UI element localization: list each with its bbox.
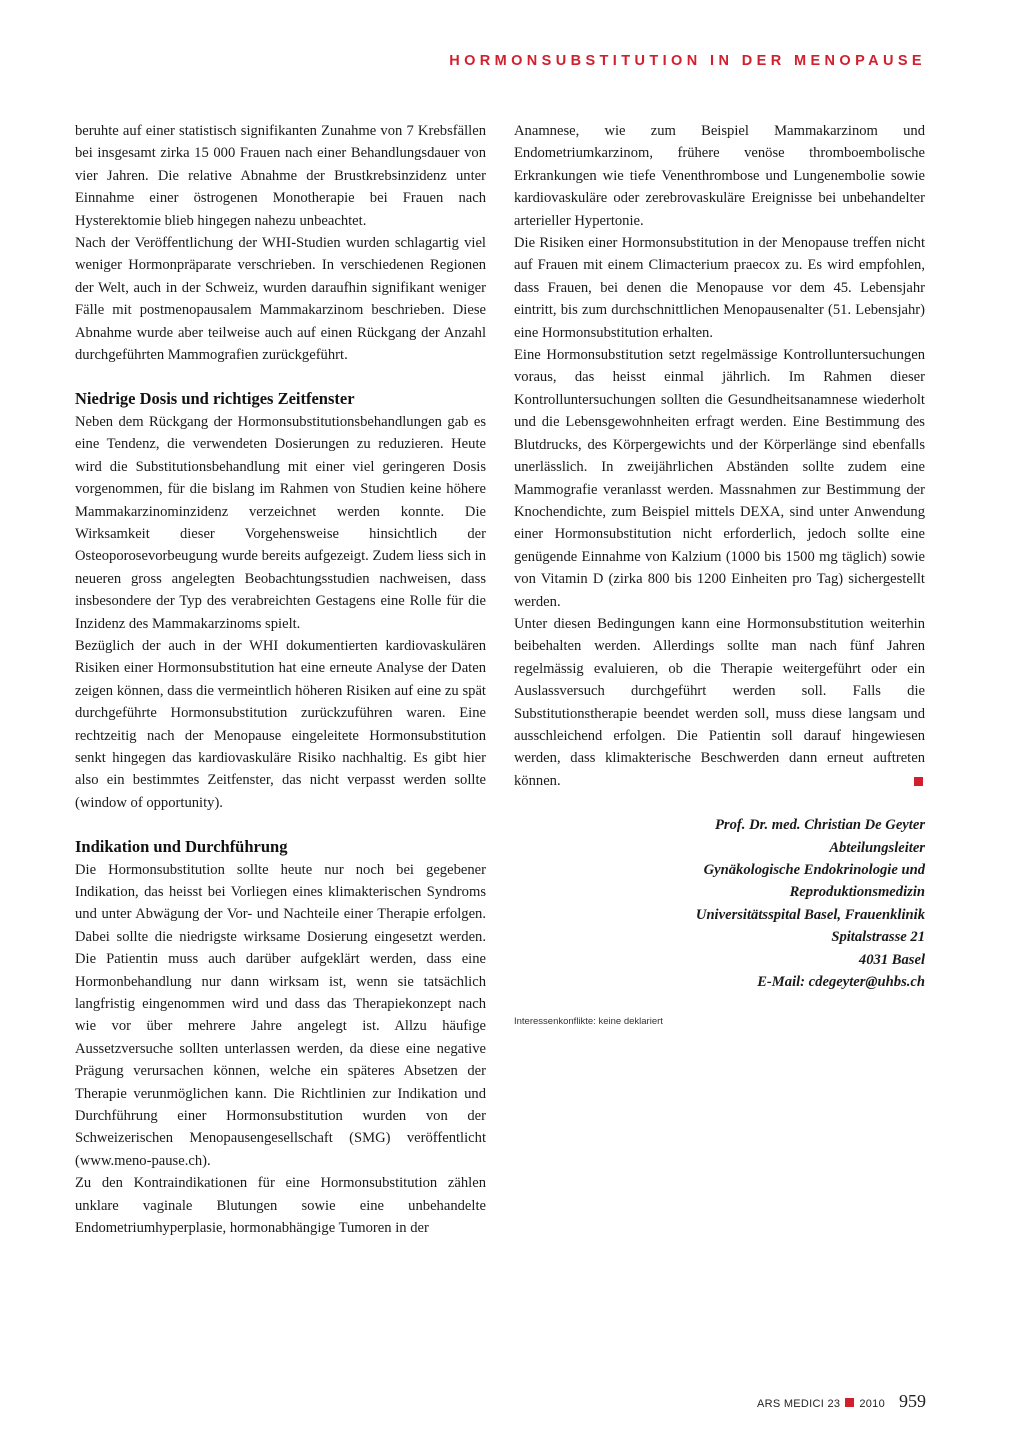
separator-square-icon (845, 1398, 854, 1407)
paragraph: Anamnese, wie zum Beispiel Mammakarzinom und Endometriumkarzinom, frühere venöse thromboembolische Erkrankungen wie tiefe Venenthrombose und Lungenembolie sowie kardiovaskuläre oder zerebrovaskuläre Ereignisse bei unbehandelter arterieller Hypertonie. (514, 123, 925, 229)
running-title: HORMONSUBSTITUTION IN DER MENOPAUSE (449, 53, 926, 69)
paragraph-final-text: Unter diesen Bedingungen kann eine Hormonsubstitution weiterhin beibehalten werden. Allerdings sollte man nach fünf Jahren regelmässig evaluieren, ob die Therapie weitergeführt oder ein Auslassversuch durchgeführt werden soll. Falls die Substitutionstherapie beendet werden soll, muss diese langsam und ausschleichend erfolgen. Die Patientin soll darauf hingewiesen werden, dass klimakterische Beschwerden dann erneut auftreten können. (514, 615, 925, 789)
end-of-article-square-icon (914, 777, 923, 786)
author-city: 4031 Basel (858, 951, 925, 968)
paragraph: Zu den Kontraindikationen für eine Hormonsubstitution zählen unklare vaginale Blutungen sowie eine unbehandelte Endometriumhyperplasie, hormonabhängige Tumoren in der (75, 1175, 486, 1237)
section-heading-indikation: Indikation und Durchführung (75, 837, 288, 857)
paragraph: Neben dem Rückgang der Hormonsubstitutionsbehandlungen gab es eine Tendenz, die verwendeten Dosierungen zu reduzieren. Heute wird die Substitutionsbehandlung mit einer viel geringeren Dosis vorgenommen, für die bislang im Rahmen von Studien keine höhere Mammakarzinominzidenz verzeichnet werden konnte. Die Wirksamkeit dieser Vorgehensweise hinsichtlich der Osteoporosevorbeugung wurde bereits aufgezeigt. Zudem liess sich in neueren gross angelegten Beobachtungsstudien nachweisen, dass insbesondere der Typ des verabreichten Gestagens eine Rolle für die Inzidenz des Mammakarzinoms spielt. (75, 413, 486, 632)
paragraph: Die Hormonsubstitution sollte heute nur noch bei gegebener Indikation, das heisst bei Vorliegen eines klimakterischen Syndroms und unter Abwägung der Vor- und Nachteile einer Therapie erfolgen. Dabei sollte die niedrigste wirksame Dosierung eingesetzt werden. Die Patientin muss auch darüber aufgeklärt werden, dass eine Hormonbehandlung nur dann wirksam ist, wenn sie tatsächlich langfristig eingenommen wird und dass das Therapiekonzept nach wie vor über mehrere Jahre angelegt ist. Allzu häufige Aussetzversuche sollten unterlassen werden, da diese eine negative Prägung verursachen können, welche ein späteres Absetzen der Therapie verunmöglichen kann. Die Richtlinien zur Indikation und Durchführung einer Hormonsubstitution wurden von der Schweizerischen Menopausengesellschaft (SMG) veröffentlicht (www.meno-pause.ch). (75, 861, 486, 1169)
paragraph: Nach der Veröffentlichung der WHI-Studien wurden schlagartig viel weniger Hormonpräparate verschrieben. In verschiedenen Regionen der Welt, auch in der Schweiz, wurden daraufhin signifikant weniger Fälle mit postmenopausalem Mammakarzinom beschrieben. Diese Abnahme wurde aber teilweise auch auf einen Rückgang der Anzahl durchgeführten Mammografien zurückgeführt. (75, 235, 486, 364)
author-institution: Universitätsspital Basel, Frauenklinik (695, 906, 925, 923)
page-number: 959 (899, 1391, 926, 1411)
paragraph: Bezüglich der auch in der WHI dokumentierten kardiovaskulären Risiken einer Hormonsubstitution hat eine erneute Analyse der Daten zeigen können, dass die vermeintlich höheren Risiken auf eine zu spät durchgeführte Hormonsubstitution zurückzuführen waren. Eine rechtzeitig nach der Menopause eingeleitete Hormonsubstitution senkt hingegen das kardiovaskuläre Risiko nachhaltig. Es gibt hier also ein bestimmtes Zeitfenster, das nicht verpasst werden sollte (window of opportunity). (75, 637, 486, 811)
author-email: E-Mail: cdegeyter@uhbs.ch (757, 974, 925, 991)
author-department-2: Reproduktionsmedizin (789, 884, 925, 901)
paragraph: Eine Hormonsubstitution setzt regelmässige Kontrolluntersuchungen voraus, das heisst einmal jährlich. Im Rahmen dieser Kontrolluntersuchungen sollten die Gesundheitsanamnese wiederholt und die Lebensgewohnheiten erfragt werden. Eine Bestimmung des Blutdrucks, des Körpergewichts und der Körperlänge sind ebenfalls unerlässlich. In zweijährlichen Abständen sollte zudem eine Mammografie veranlasst werden. Massnahmen zur Bestimmung der Knochendichte, zum Beispiel mittels DEXA, sind unter Anwendung einer Hormonsubstitution nicht erforderlich, jedoch sollte eine genügende Einnahme von Kalzium (1000 bis 1500 mg täglich) sowie von Vitamin D (zirka 800 bis 1200 Einheiten pro Tag) sichergestellt werden. (514, 347, 925, 610)
section-heading-dosis: Niedrige Dosis und richtiges Zeitfenster (75, 389, 355, 409)
author-position: Abteilungsleiter (829, 839, 925, 856)
paragraph: Die Risiken einer Hormonsubstitution in der Menopause treffen nicht auf Frauen mit einem Climacterium praecox zu. Es wird empfohlen, dass Frauen, bei denen die Menopause vor dem 45. Lebensjahr eintritt, bis zum durchschnittlichen Menopausenalter (51. Lebensjahr) eine Hormonsubstitution erhalten. (514, 235, 925, 341)
conflict-of-interest-note: Interessenkonflikte: keine deklariert (514, 1016, 663, 1028)
author-block (514, 814, 925, 993)
journal-name: ARS MEDICI 23 (756, 1398, 841, 1410)
author-street: Spitalstrasse 21 (831, 929, 925, 946)
right-column (514, 120, 925, 1029)
issue-year: 2010 (859, 1398, 885, 1410)
paragraph-final (514, 613, 925, 792)
page-footer (757, 1391, 926, 1412)
left-column (75, 120, 486, 1240)
author-name: Prof. Dr. med. Christian De Geyter (715, 817, 925, 834)
author-department: Gynäkologische Endokrinologie und (703, 862, 925, 878)
paragraph: beruhte auf einer statistisch signifikanten Zunahme von 7 Krebsfällen bei insgesamt zirka 15 000 Frauen nach einer Behandlungsdauer von vier Jahren. Die relative Abnahme der Brustkrebsinzidenz unter Einnahme einer östrogenen Monotherapie bei Frauen nach Hysterektomie blieb hingegen nahezu unbeachtet. (75, 123, 486, 229)
